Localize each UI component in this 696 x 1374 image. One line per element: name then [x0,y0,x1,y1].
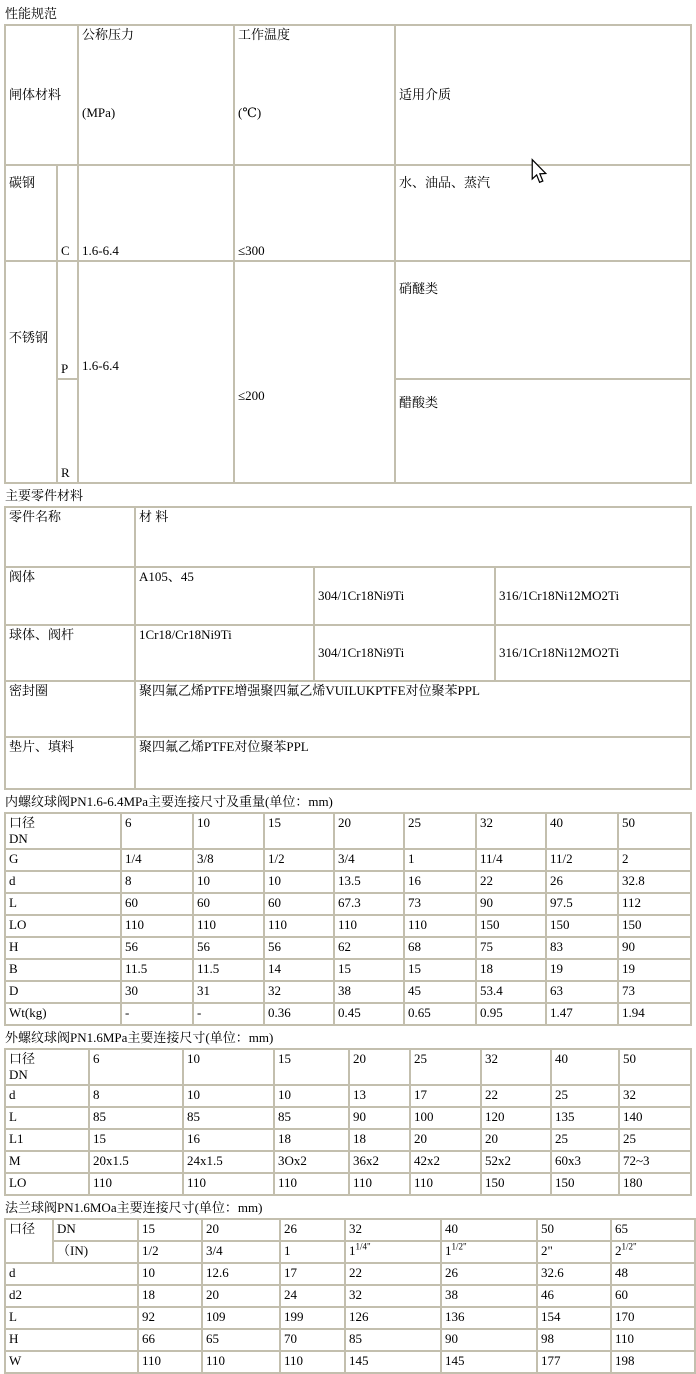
value-cell: 150 [551,1173,619,1195]
value-cell: 85 [345,1329,441,1351]
value-cell: 150 [618,915,691,937]
value-cell: 83 [546,937,618,959]
section-title-internal-thread: 内螺纹球阀PN1.6-6.4MPa主要连接尺寸及重量(单位：mm) [5,794,333,809]
table-row [5,261,691,379]
value-cell: 65 [611,1219,695,1241]
value-cell: 8 [89,1085,183,1107]
value-cell: 145 [441,1351,537,1373]
row-label: Wt(kg) [5,1003,121,1025]
row-label: L [5,1307,138,1329]
value-cell: 56 [193,937,264,959]
value-cell: 60x3 [551,1151,619,1173]
cell-stainless-pressure: 1.6-6.4 [78,261,234,483]
value-cell: 13 [349,1085,410,1107]
table-row [5,625,691,681]
value-cell: 56 [121,937,193,959]
value-cell: 170 [611,1307,695,1329]
row-label: d2 [5,1285,138,1307]
header-temperature-label: 工作温度 [238,27,291,42]
value-cell: 150 [546,915,618,937]
value-cell: 1.47 [546,1003,618,1025]
value-cell: 60 [193,893,264,915]
header-part-name: 零件名称 [5,507,135,567]
table-row [5,1151,691,1173]
value-cell: 110 [193,915,264,937]
value-cell: 2" [537,1241,611,1263]
value-cell: 20 [349,1049,410,1085]
table-row [5,567,691,625]
value-cell: 92 [138,1307,202,1329]
value-cell: 198 [611,1351,695,1373]
value-cell: 20x1.5 [89,1151,183,1173]
table-row [5,1129,691,1151]
cell-part-seal: 密封圈 [5,681,135,737]
value-cell: 25 [551,1085,619,1107]
value-cell: 110 [334,915,404,937]
value-cell: 0.65 [404,1003,476,1025]
value-cell: 38 [334,981,404,1003]
value-cell: 10 [138,1263,202,1285]
value-cell: 154 [537,1307,611,1329]
value-cell: 25 [551,1129,619,1151]
cell-stainless-medium-top: 硝醚类 [395,261,691,379]
section-title-flange: 法兰球阀PN1.6MOa主要连接尺寸(单位：mm) [5,1200,263,1215]
table-row [5,1219,695,1241]
value-cell: 110 [138,1351,202,1373]
value-cell: 6 [89,1049,183,1085]
value-cell: 60 [121,893,193,915]
value-cell: 67.3 [334,893,404,915]
value-cell: 45 [404,981,476,1003]
value-cell: 50 [618,813,691,849]
value-cell: 75 [476,937,546,959]
value-cell: 17 [410,1085,481,1107]
value-cell: 8 [121,871,193,893]
value-cell: 18 [349,1129,410,1151]
row-label: L [5,893,121,915]
flange-dimension-table [4,1218,696,1374]
value-cell: 135 [551,1107,619,1129]
value-cell: 110 [183,1173,274,1195]
row-label: M [5,1151,89,1173]
value-cell: 15 [334,959,404,981]
value-cell: 177 [537,1351,611,1373]
value-cell: 2 [618,849,691,871]
value-cell: 30 [121,981,193,1003]
header-inch: （IN) [53,1241,138,1263]
table-row [5,1351,695,1373]
value-cell: 110 [611,1329,695,1351]
value-cell: 22 [476,871,546,893]
header-temperature-unit: (℃) [238,105,262,120]
value-cell: 73 [404,893,476,915]
value-cell: 18 [274,1129,349,1151]
value-cell: 110 [404,915,476,937]
table-row [5,1263,695,1285]
value-cell: 110 [202,1351,280,1373]
value-cell: 3Ox2 [274,1151,349,1173]
value-cell: 145 [345,1351,441,1373]
value-cell: 15 [89,1129,183,1151]
row-label: W [5,1351,138,1373]
cell-gasket-material: 聚四氟乙烯PTFE对位聚苯PPL [135,737,691,789]
value-cell: $2^{1/2"}$ [611,1241,695,1263]
row-label: LO [5,1173,89,1195]
value-cell: 15 [264,813,334,849]
value-cell: 109 [202,1307,280,1329]
value-cell: 98 [537,1329,611,1351]
value-cell: 199 [280,1307,345,1329]
cell-part-ball: 球体、阀杆 [5,625,135,681]
row-label: H [5,937,121,959]
value-cell: 18 [138,1285,202,1307]
table-row [5,871,691,893]
table-row [5,1285,695,1307]
value-cell: 110 [349,1173,410,1195]
value-cell: 90 [618,937,691,959]
value-cell: 63 [546,981,618,1003]
value-cell: 25 [619,1129,691,1151]
value-cell: 11/2 [546,849,618,871]
value-cell: 110 [121,915,193,937]
value-cell: 126 [345,1307,441,1329]
cell-stainless-medium-bottom: 醋酸类 [395,379,691,483]
value-cell: 110 [89,1173,183,1195]
value-cell: 1.94 [618,1003,691,1025]
value-cell: 85 [183,1107,274,1129]
value-cell: $1^{1/4"}$ [345,1241,441,1263]
table-row [5,1173,691,1195]
value-cell: 110 [274,1173,349,1195]
value-cell: 150 [476,915,546,937]
value-cell: 1/2 [264,849,334,871]
value-cell: 65 [202,1329,280,1351]
value-cell: 50 [619,1049,691,1085]
value-cell: 1/4 [121,849,193,871]
row-label: B [5,959,121,981]
cell-carbon-medium: 水、油品、蒸汽 [395,165,691,261]
table-row [5,893,691,915]
value-cell: 12.6 [202,1263,280,1285]
row-label: d [5,871,121,893]
value-cell: 112 [618,893,691,915]
row-label: LO [5,915,121,937]
table-row [5,1241,695,1263]
value-cell: 90 [476,893,546,915]
value-cell: 16 [183,1129,274,1151]
value-cell: 19 [618,959,691,981]
value-cell: 3/4 [334,849,404,871]
value-cell: 62 [334,937,404,959]
value-cell: 110 [280,1351,345,1373]
value-cell: 17 [280,1263,345,1285]
header-pressure [78,25,234,165]
cell-part-body: 阀体 [5,567,135,625]
cell-body-m2: 304/1Cr18Ni9Ti [314,567,495,625]
value-cell: 110 [264,915,334,937]
value-cell: - [193,1003,264,1025]
cell-carbon-code: C [57,165,78,261]
value-cell: 1 [404,849,476,871]
value-cell: 48 [611,1263,695,1285]
header-bore: 口径 [5,1219,53,1263]
table-row [5,915,691,937]
value-cell: 25 [404,813,476,849]
value-cell: 60 [264,893,334,915]
value-cell: 1 [280,1241,345,1263]
value-cell: 3/8 [193,849,264,871]
value-cell: 14 [264,959,334,981]
value-cell: 97.5 [546,893,618,915]
value-cell: 100 [410,1107,481,1129]
value-cell: 36x2 [349,1151,410,1173]
value-cell: 6 [121,813,193,849]
header-pressure-unit: (MPa) [82,105,116,120]
table-row [5,1107,691,1129]
value-cell: 10 [183,1085,274,1107]
value-cell: 31 [193,981,264,1003]
section-title-performance: 性能规范 [5,6,58,21]
value-cell: 72~3 [619,1151,691,1173]
row-label: L1 [5,1129,89,1151]
cell-seal-material: 聚四氟乙烯PTFE增强聚四氟乙烯VUILUKPTFE对位聚苯PPL [135,681,691,737]
value-cell: 110 [410,1173,481,1195]
value-cell: 10 [193,871,264,893]
cell-carbon-steel: 碳钢 [5,165,57,261]
value-cell: 25 [410,1049,481,1085]
value-cell: 180 [619,1173,691,1195]
value-cell: 32.8 [618,871,691,893]
header-dn: DN [53,1219,138,1241]
value-cell: 19 [546,959,618,981]
value-cell: 32 [345,1285,441,1307]
value-cell: 11/4 [476,849,546,871]
table-row [5,1329,695,1351]
table-row [5,25,691,165]
section-title-parts: 主要零件材料 [5,488,84,503]
internal-thread-dimension-table [4,812,692,1026]
value-cell: 46 [537,1285,611,1307]
value-cell: 15 [274,1049,349,1085]
table-row [5,1085,691,1107]
value-cell: 140 [619,1107,691,1129]
value-cell: 52x2 [481,1151,551,1173]
cell-body-m3: 316/1Cr18Ni12MO2Ti [495,567,691,625]
cell-ball-m2: 304/1Cr18Ni9Ti [314,625,495,681]
row-label: G [5,849,121,871]
cell-part-gasket: 垫片、填料 [5,737,135,789]
row-label: d [5,1263,138,1285]
section-title-external-thread: 外螺纹球阀PN1.6MPa主要连接尺寸(单位：mm) [5,1030,274,1045]
value-cell: 0.95 [476,1003,546,1025]
performance-spec-table [4,24,692,484]
value-cell: 15 [138,1219,202,1241]
value-cell: 16 [404,871,476,893]
value-cell: 20 [334,813,404,849]
value-cell: 20 [202,1219,280,1241]
table-row [5,681,691,737]
value-cell: 68 [404,937,476,959]
value-cell: 26 [546,871,618,893]
header-pressure-label: 公称压力 [82,27,135,42]
value-cell: 13.5 [334,871,404,893]
value-cell: 11.5 [121,959,193,981]
value-cell: 26 [441,1263,537,1285]
value-cell: 24x1.5 [183,1151,274,1173]
cell-ball-m1: 1Cr18/Cr18Ni9Ti [135,625,314,681]
value-cell: 20 [481,1129,551,1151]
value-cell: 20 [202,1285,280,1307]
row-label: 口径 DN [5,1049,89,1085]
row-label: H [5,1329,138,1351]
cell-ball-m3: 316/1Cr18Ni12MO2Ti [495,625,691,681]
header-medium: 适用介质 [395,25,691,165]
value-cell: $1^{1/2"}$ [441,1241,537,1263]
value-cell: 70 [280,1329,345,1351]
mouse-cursor-icon [531,159,547,185]
value-cell: 32 [345,1219,441,1241]
row-label: d [5,1085,89,1107]
value-cell: 10 [183,1049,274,1085]
value-cell: 18 [476,959,546,981]
table-row [5,813,691,849]
value-cell: 150 [481,1173,551,1195]
cell-stainless-code-p: P [57,261,78,379]
value-cell: 10 [193,813,264,849]
value-cell: 1/2 [138,1241,202,1263]
value-cell: 3/4 [202,1241,280,1263]
value-cell: 32 [619,1085,691,1107]
value-cell: 20 [410,1129,481,1151]
value-cell: 40 [551,1049,619,1085]
header-material: 材 料 [135,507,691,567]
value-cell: 38 [441,1285,537,1307]
value-cell: 22 [481,1085,551,1107]
value-cell: 11.5 [193,959,264,981]
cell-stainless-temp: ≤200 [234,261,395,483]
value-cell: 50 [537,1219,611,1241]
value-cell: 15 [404,959,476,981]
row-label: D [5,981,121,1003]
table-row [5,937,691,959]
value-cell: 24 [280,1285,345,1307]
value-cell: 32 [264,981,334,1003]
header-body-material: 闸体材料 [5,25,78,165]
row-label: 口径 DN [5,813,121,849]
table-row [5,981,691,1003]
cell-carbon-temp: ≤300 [234,165,395,261]
value-cell: 73 [618,981,691,1003]
table-row [5,507,691,567]
value-cell: 32 [476,813,546,849]
value-cell: 66 [138,1329,202,1351]
value-cell: 22 [345,1263,441,1285]
row-label: L [5,1107,89,1129]
value-cell: 0.45 [334,1003,404,1025]
external-thread-dimension-table [4,1048,692,1196]
cell-body-m1: A105、45 [135,567,314,625]
value-cell: 85 [89,1107,183,1129]
value-cell: 10 [274,1085,349,1107]
cell-carbon-pressure: 1.6-6.4 [78,165,234,261]
header-temperature [234,25,395,165]
value-cell: 56 [264,937,334,959]
value-cell: 26 [280,1219,345,1241]
value-cell: - [121,1003,193,1025]
table-row [5,165,691,261]
table-row [5,737,691,789]
table-row [5,1307,695,1329]
table-row [5,1003,691,1025]
value-cell: 0.36 [264,1003,334,1025]
value-cell: 90 [349,1107,410,1129]
cell-stainless-steel: 不锈钢 [5,261,57,483]
value-cell: 40 [546,813,618,849]
value-cell: 10 [264,871,334,893]
value-cell: 60 [611,1285,695,1307]
value-cell: 42x2 [410,1151,481,1173]
value-cell: 53.4 [476,981,546,1003]
table-row [5,1049,691,1085]
parts-material-table [4,506,692,790]
value-cell: 120 [481,1107,551,1129]
value-cell: 136 [441,1307,537,1329]
table-row [5,959,691,981]
value-cell: 40 [441,1219,537,1241]
cell-stainless-code-r: R [57,379,78,483]
value-cell: 32 [481,1049,551,1085]
value-cell: 32.6 [537,1263,611,1285]
table-row [5,849,691,871]
value-cell: 90 [441,1329,537,1351]
value-cell: 85 [274,1107,349,1129]
